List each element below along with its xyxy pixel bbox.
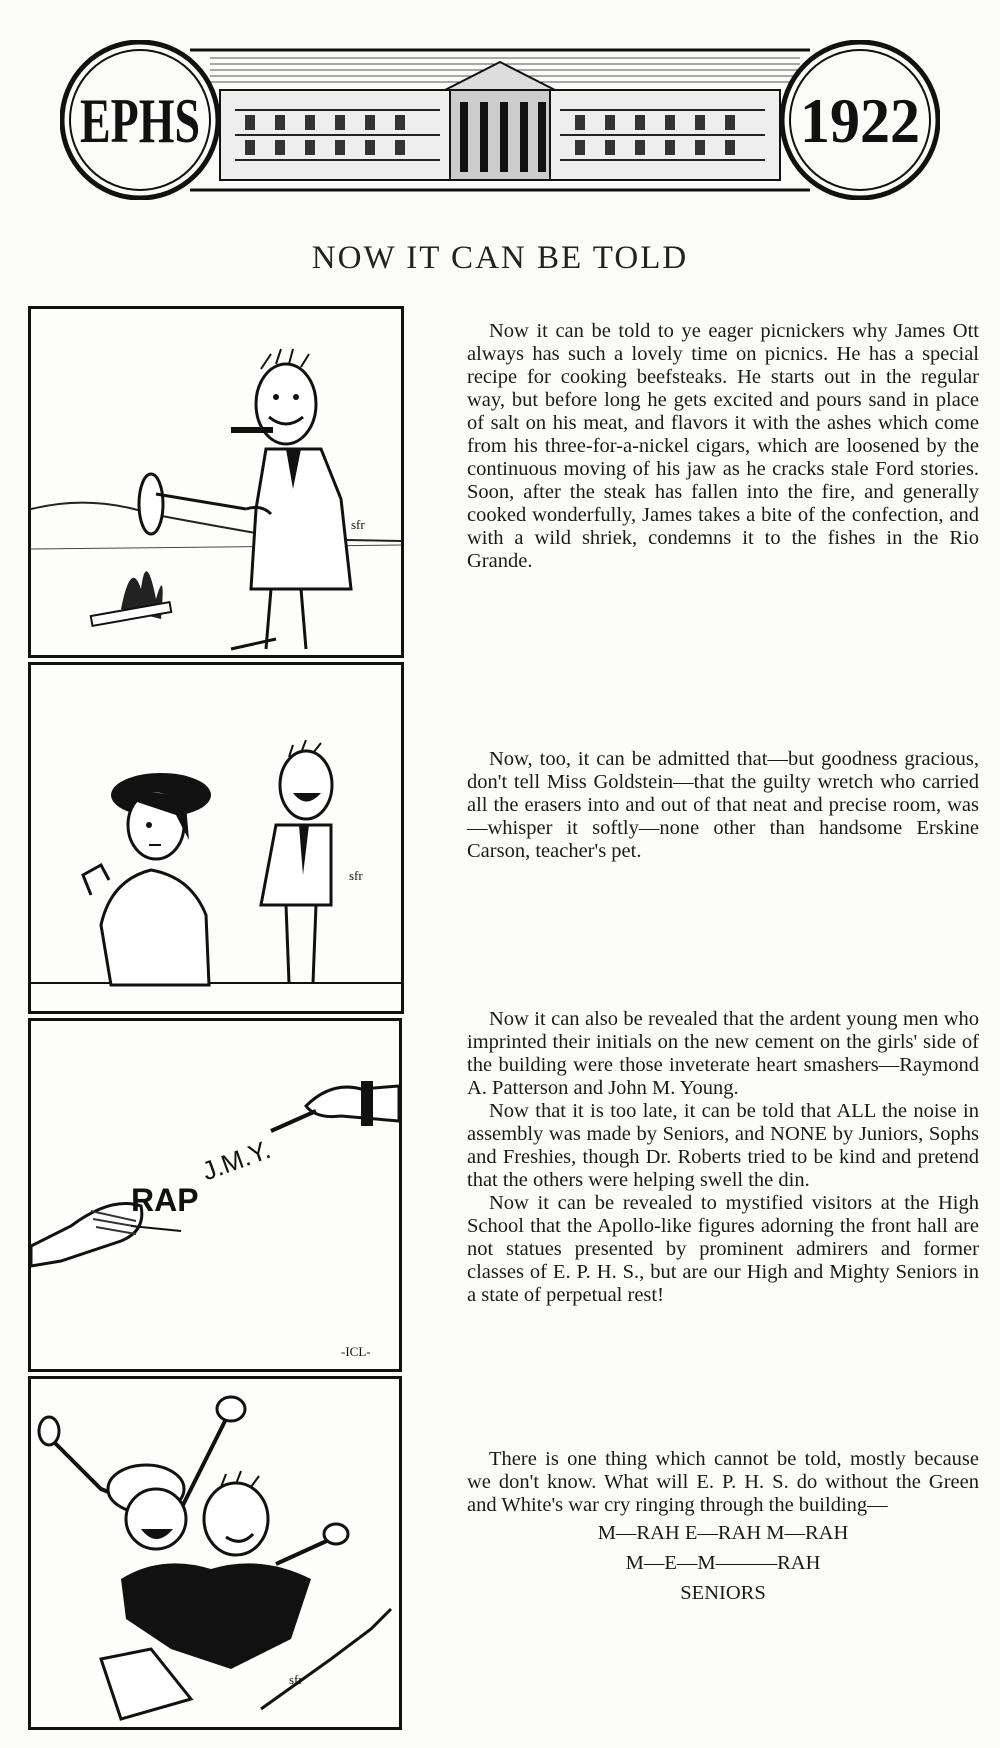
right-seal-text: 1922	[800, 85, 920, 156]
section-picnic	[467, 320, 979, 573]
section-revelations	[467, 1008, 979, 1307]
section-erasers	[467, 748, 979, 863]
section-picnic-text: Now it can be told to ye eager picnickers why James Ott always has such a lovely time on picnics. He has a special recipe for cooking beefsteaks. He starts out in the regular way, but before long he gets excited and pours sand in place of salt on his meat, and flavors it with the ashes which come from his three-for-a-nickel cigars, which are loosened by the continuous moving of his jaw as he cracks stale Ford stories. Soon, after the steak has fallen into the fire, and generally cooked wonderfully, James takes a bite of the confection, and with a wild shriek, condemns it to the fishes in the Rio Grande.	[467, 320, 979, 572]
p3-jmy-text: J.M.Y.	[198, 1134, 275, 1187]
p4-signature: sfr	[289, 1672, 303, 1687]
cheer-line-3: SENIORS	[680, 1582, 766, 1604]
cheer-line-2: M—E—M———RAH	[625, 1552, 821, 1574]
section-cement-text: Now it can also be revealed that the ardent young men who imprinted their initials on the new cement on the girls' side of the building were those inveterate heart smashers—Raymond A. Patterson and John M. Young.	[467, 1008, 979, 1099]
erasers-cartoon-illustration	[31, 665, 401, 1011]
cartoon-panel-cheer	[28, 1376, 402, 1730]
header-banner	[60, 40, 940, 200]
section-war-cry	[467, 1448, 979, 1607]
section-noise-text: Now that it is too late, it can be told that ALL the noise in assembly was made by Seniors, and NONE by Juniors, Sophs and Freshies, though Dr. Roberts tried to be kind and pretend that the others were helping swell the din.	[467, 1100, 979, 1191]
p2-signature: sfr	[349, 868, 363, 883]
section-war-cry-text: There is one thing which cannot be told, mostly because we don't know. What will E. P. H. S. do without the Green and White's war cry ringing through the building—	[467, 1448, 979, 1516]
p3-rap-text: RAP	[131, 1182, 199, 1218]
cheer-cartoon-illustration	[31, 1379, 399, 1727]
school-building-illustration	[60, 40, 940, 200]
cement-cartoon-illustration	[31, 1021, 399, 1369]
p3-signature: -ICL-	[341, 1344, 371, 1359]
cheer-line-1: M—RAH E—RAH M—RAH	[597, 1522, 849, 1544]
1922-seal	[782, 42, 938, 198]
cartoon-panel-erasers	[28, 662, 404, 1014]
left-seal-text: EPHS	[80, 85, 200, 156]
cartoon-panel-picnic	[28, 306, 404, 658]
page-title: NOW IT CAN BE TOLD	[311, 240, 689, 276]
ephs-seal	[62, 42, 218, 198]
cartoon-panel-cement	[28, 1018, 402, 1372]
p1-signature: sfr	[351, 517, 365, 532]
picnic-cartoon-illustration	[31, 309, 401, 655]
section-erasers-text: Now, too, it can be admitted that—but goodness gracious, don't tell Miss Goldstein—that the guilty wretch who carried all the erasers into and out of that neat and precise room, was—whisper it softly—none other than handsome Erskine Carson, teacher's pet.	[467, 748, 979, 862]
section-statues-text: Now it can be revealed to mystified visitors at the High School that the Apollo-like figures adorning the front hall are not statues presented by prominent admirers and former classes of E. P. H. S., but are our High and Mighty Seniors in a state of perpetual rest!	[467, 1192, 979, 1306]
